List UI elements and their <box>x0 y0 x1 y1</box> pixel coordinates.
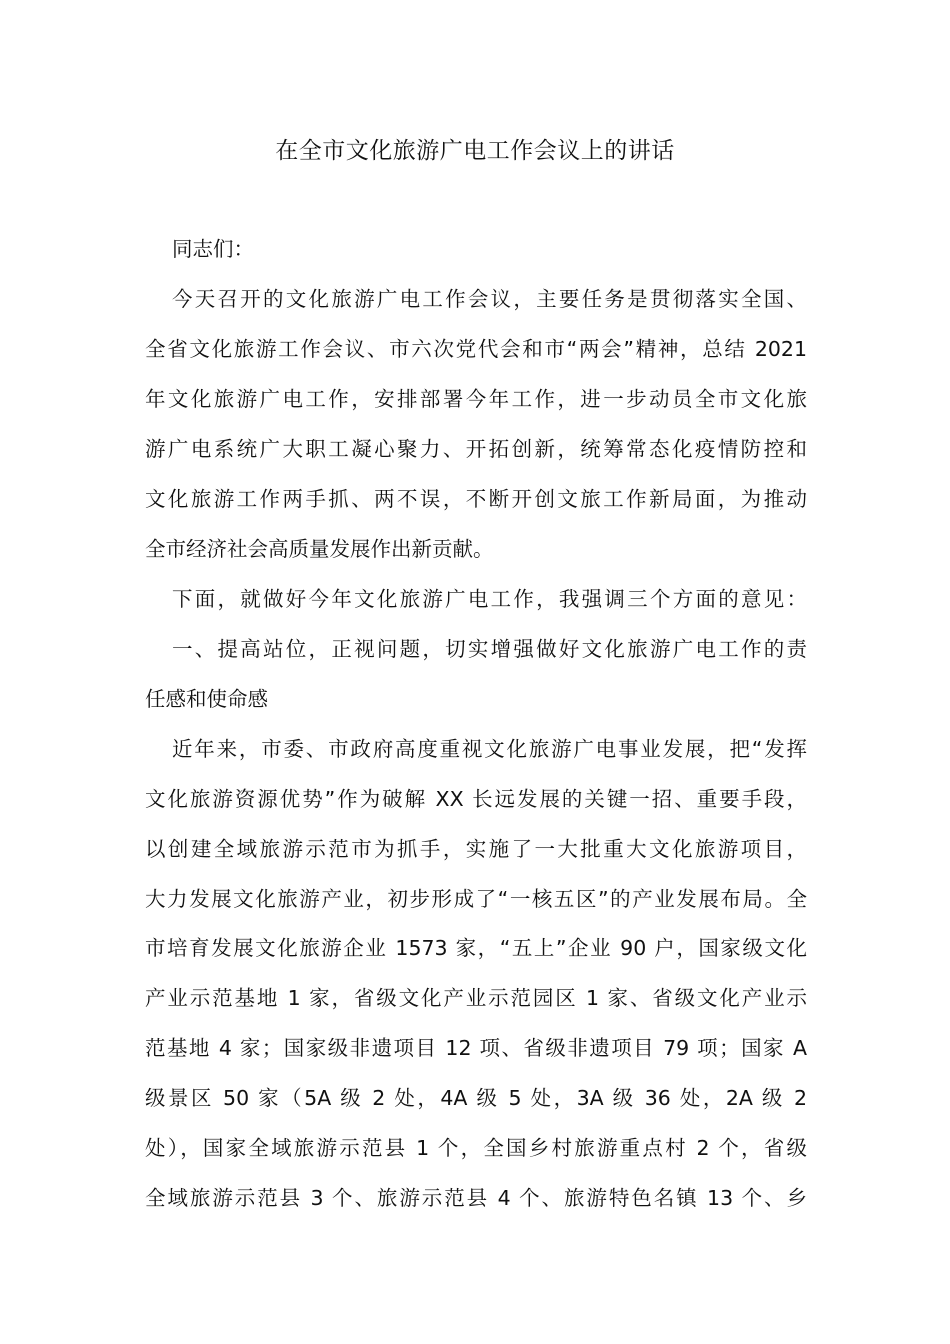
body-line: 处），国家全域旅游示范县 1 个，全国乡村旅游重点村 2 个，省级 <box>145 1136 807 1160</box>
body-line: 全域旅游示范县 3 个、旅游示范县 4 个、旅游特色名镇 13 个、乡 <box>145 1186 807 1210</box>
body-line: 游广电系统广大职工凝心聚力、开拓创新，统筹常态化疫情防控和 <box>145 437 807 461</box>
body-line: 范基地 4 家；国家级非遗项目 12 项、省级非遗项目 79 项；国家 A <box>145 1036 807 1060</box>
body-line: 文化旅游工作两手抓、两不误，不断开创文旅工作新局面，为推动 <box>145 487 807 511</box>
body-line: 大力发展文化旅游产业，初步形成了“一核五区”的产业发展布局。全 <box>145 887 807 911</box>
salutation-line: 同志们： <box>172 237 254 261</box>
body-line: 以创建全域旅游示范市为抓手，实施了一大批重大文化旅游项目， <box>145 837 807 861</box>
body-line: 文化旅游资源优势”作为破解 XX 长远发展的关键一招、重要手段， <box>145 787 807 811</box>
body-line: 下面，就做好今年文化旅游广电工作，我强调三个方面的意见： <box>172 587 807 611</box>
body-line: 全市经济社会高质量发展作出新贡献。 <box>145 537 494 561</box>
body-line: 年文化旅游广电工作，安排部署今年工作，进一步动员全市文化旅 <box>145 387 807 411</box>
body-line: 近年来，市委、市政府高度重视文化旅游广电事业发展，把“发挥 <box>172 737 807 761</box>
body-line: 市培育发展文化旅游企业 1573 家，“五上”企业 90 户，国家级文化 <box>145 936 807 960</box>
section-heading-line: 一、提高站位，正视问题，切实增强做好文化旅游广电工作的责 <box>172 637 807 661</box>
body-line: 级景区 50 家（5A 级 2 处，4A 级 5 处，3A 级 36 处，2A 级 2 <box>145 1086 807 1110</box>
document-title: 在全市文化旅游广电工作会议上的讲话 <box>275 138 675 164</box>
body-line: 产业示范基地 1 家，省级文化产业示范园区 1 家、省级文化产业示 <box>145 986 807 1010</box>
body-line: 今天召开的文化旅游广电工作会议，主要任务是贯彻落实全国、 <box>172 287 807 311</box>
body-line: 全省文化旅游工作会议、市六次党代会和市“两会”精神，总结 2021 <box>145 337 807 361</box>
section-heading-line: 任感和使命感 <box>145 687 268 711</box>
